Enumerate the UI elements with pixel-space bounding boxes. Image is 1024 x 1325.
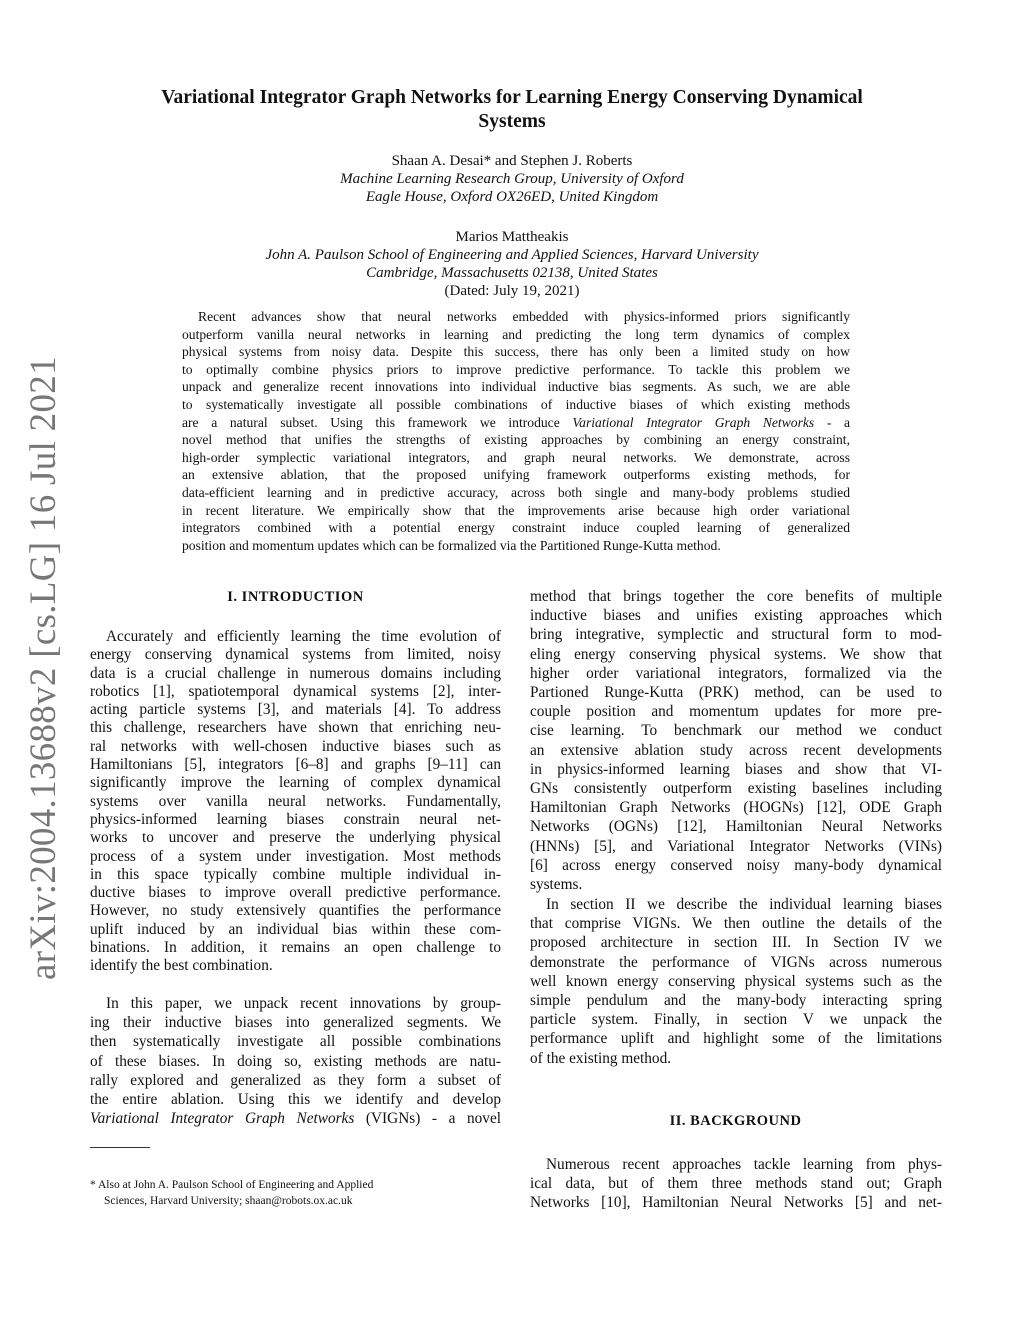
text-line: In this paper, we unpack recent innovations by group-	[106, 995, 501, 1012]
intro-paragraph	[90, 628, 501, 976]
intro-paragraph	[530, 587, 942, 894]
text-line: in physics-informed learning biases and show that VI-	[530, 760, 942, 778]
text-line: eling energy conserving physical systems. We show that	[530, 645, 942, 663]
dated: (Dated: July 19, 2021)	[444, 283, 580, 299]
intro-paragraph	[530, 895, 942, 1068]
footnote-rule	[90, 1147, 150, 1148]
text-line: physical systems from noisy data. Despite this success, there has only been a limited study on how	[182, 344, 850, 360]
text-line: proposed architecture in section III. In Section IV we	[530, 934, 942, 952]
section-heading-introduction: I. INTRODUCTION	[227, 589, 364, 605]
text-line: method that brings together the core benefits of multiple	[530, 588, 942, 605]
text-line: significantly improve the learning of complex dynamical	[90, 774, 501, 792]
footnote-line: Sciences, Harvard University; shaan@robots.ox.ac.uk	[104, 1195, 353, 1207]
text-line: to optimally combine physics priors to improve predictive performance. To tackle this problem we	[182, 361, 850, 377]
text-line: process of a system under investigation. Most methods	[90, 847, 501, 865]
text-line: outperform vanilla neural networks in learning and predicting the long term dynamics of complex	[182, 326, 850, 342]
abstract	[182, 308, 850, 554]
background-paragraph	[530, 1155, 942, 1213]
text-line: an extensive ablation, that the proposed unifying framework outperforms existing methods, for	[182, 467, 850, 483]
affiliation: Machine Learning Research Group, University of Oxford	[340, 171, 684, 187]
affiliation: John A. Paulson School of Engineering and Applied Sciences, Harvard University	[265, 247, 759, 263]
text-segment: - a	[814, 414, 850, 430]
author-names: Marios Mattheakis	[455, 229, 569, 245]
text-line: high-order symplectic variational integrators, and graph neural networks. We demonstrate, across	[182, 449, 850, 465]
text-line: data is a crucial challenge in numerous domains including	[90, 664, 501, 682]
text-line: robotics [1], spatiotemporal dynamical systems [2], inter-	[90, 682, 501, 700]
text-line: in this space typically combine multiple individual in-	[90, 865, 501, 883]
paper-title	[80, 86, 944, 134]
text-line: Partioned Runge-Kutta (PRK) method, can be used to	[530, 684, 942, 702]
author-block-2	[80, 228, 944, 300]
text-line: In section II we describe the individual learning biases	[546, 896, 942, 913]
text-line: data-efficient learning and in predictive accuracy, across both single and many-body problems studied	[182, 484, 850, 500]
text-line: Networks (OGNs) [12], Hamiltonian Neural Networks	[530, 818, 942, 836]
text-line: of the existing method.	[530, 1049, 672, 1067]
text-line: (HNNs) [5], and Variational Integrator Networks (VINs)	[530, 837, 942, 855]
text-line: simple pendulum and the many-body interacting spring	[530, 992, 942, 1010]
text-line: higher order variational integrators, formalized via the	[530, 664, 942, 682]
text-line: ing their inductive biases into generalized segments. We	[90, 1014, 501, 1032]
author-names: Shaan A. Desai* and Stephen J. Roberts	[391, 153, 633, 169]
text-line: then systematically investigate all possible combinations	[90, 1033, 501, 1051]
italic-text: Variational Integrator Graph Networks	[90, 1110, 355, 1128]
text-line: bring integrative, symplectic and structural form to mod-	[530, 626, 942, 644]
section-heading-background: II. BACKGROUND	[669, 1113, 802, 1129]
text-line: identify the best combination.	[90, 957, 273, 975]
text-line: ral networks with well-chosen inductive biases such as	[90, 737, 501, 755]
text-line: in recent literature. We empirically show that the improvements arise because high order variational	[182, 502, 850, 518]
footnote-line: * Also at John A. Paulson School of Engineering and Applied	[90, 1179, 374, 1191]
text-line: inductive biases and unifies existing approaches which	[530, 607, 942, 625]
text-line: Accurately and efficiently learning the time evolution of	[106, 628, 501, 645]
italic-text: Variational Integrator Graph Networks	[572, 414, 815, 430]
text-line: this challenge, researchers have shown that enriching neu-	[90, 719, 501, 737]
text-line: works to uncover and preserve the underlying physical	[90, 829, 501, 847]
text-line: position and momentum updates which can be formalized via the Partitioned Runge-Kutta method.	[182, 537, 721, 553]
text-line: Hamiltonians [5], integrators [6–8] and graphs [9–11] can	[90, 756, 501, 774]
text-line: systems over vanilla neural networks. Fundamentally,	[90, 792, 501, 810]
text-segment: (VIGNs) - a novel	[354, 1110, 501, 1128]
intro-paragraph	[90, 994, 501, 1128]
text-line: Recent advances show that neural networks embedded with physics-informed priors significantly	[198, 309, 850, 324]
text-line	[182, 414, 850, 432]
text-line: to systematically investigate all possible combinations of inductive biases of which existing methods	[182, 396, 850, 412]
text-line: particle system. Finally, in section V we unpack the	[530, 1011, 942, 1029]
text-line: novel method that unifies the strengths of existing approaches by combining an energy constraint,	[182, 432, 850, 448]
text-line: ductive biases to improve overall predictive performance.	[90, 884, 501, 902]
text-line: [6] across energy conserved noisy many-body dynamical	[530, 856, 942, 874]
text-line: binations. In addition, it remains an open challenge to	[90, 939, 501, 957]
text-line: integrators combined with a potential energy constraint induce coupled learning of generalized	[182, 520, 850, 536]
text-segment: are a natural subset. Using this framework we introduce	[182, 414, 573, 430]
text-line: Networks [10], Hamiltonian Neural Networks [5] and net-	[530, 1194, 942, 1212]
text-line: energy conserving dynamical systems from limited, noisy	[90, 646, 501, 664]
affiliation: Eagle House, Oxford OX26ED, United Kingdom	[365, 189, 659, 205]
text-line: of these biases. In doing so, existing methods are natu-	[90, 1052, 501, 1070]
arxiv-stamp: arXiv:2004.13688v2 [cs.LG] 16 Jul 2021	[23, 356, 64, 980]
text-line: couple position and momentum updates for more pre-	[530, 703, 942, 721]
text-line: GNs consistently outperform existing baselines including	[530, 780, 942, 798]
footnote	[90, 1177, 510, 1209]
text-line	[90, 1109, 501, 1128]
text-line: physics-informed learning biases constrain neural net-	[90, 810, 501, 828]
text-line: acting particle systems [3], and materials [4]. To address	[90, 701, 501, 719]
author-block-1	[80, 152, 944, 206]
text-line: uplift induced by an individual bias within these com-	[90, 920, 501, 938]
title-line: Variational Integrator Graph Networks for Learning Energy Conserving Dynamical	[161, 87, 863, 108]
text-line: Hamiltonian Graph Networks (HOGNs) [12], ODE Graph	[530, 799, 942, 817]
text-line: cise learning. To benchmark our method we conduct	[530, 722, 942, 740]
text-line: demonstrate the performance of VIGNs across numerous	[530, 953, 942, 971]
title-line: Systems	[478, 111, 546, 132]
text-line: ical data, but of them three methods stand out; Graph	[530, 1175, 942, 1193]
text-line: performance uplift and highlight some of the limitations	[530, 1030, 942, 1048]
text-line: systems.	[530, 876, 583, 894]
text-line: unpack and generalize recent innovations into individual inductive bias segments. As such, we are able	[182, 379, 850, 395]
text-line: rally explored and generalized as they form a subset of	[90, 1071, 501, 1089]
text-line: an extensive ablation study across recent developments	[530, 741, 942, 759]
text-line: that comprise VIGNs. We then outline the details of the	[530, 915, 942, 933]
text-line: well known energy conserving physical systems such as the	[530, 972, 942, 990]
text-line: However, no study extensively quantifies the performance	[90, 902, 501, 920]
text-line: the entire ablation. Using this we identify and develop	[90, 1091, 501, 1109]
text-line: Numerous recent approaches tackle learning from phys-	[546, 1156, 942, 1173]
affiliation: Cambridge, Massachusetts 02138, United States	[366, 265, 658, 281]
